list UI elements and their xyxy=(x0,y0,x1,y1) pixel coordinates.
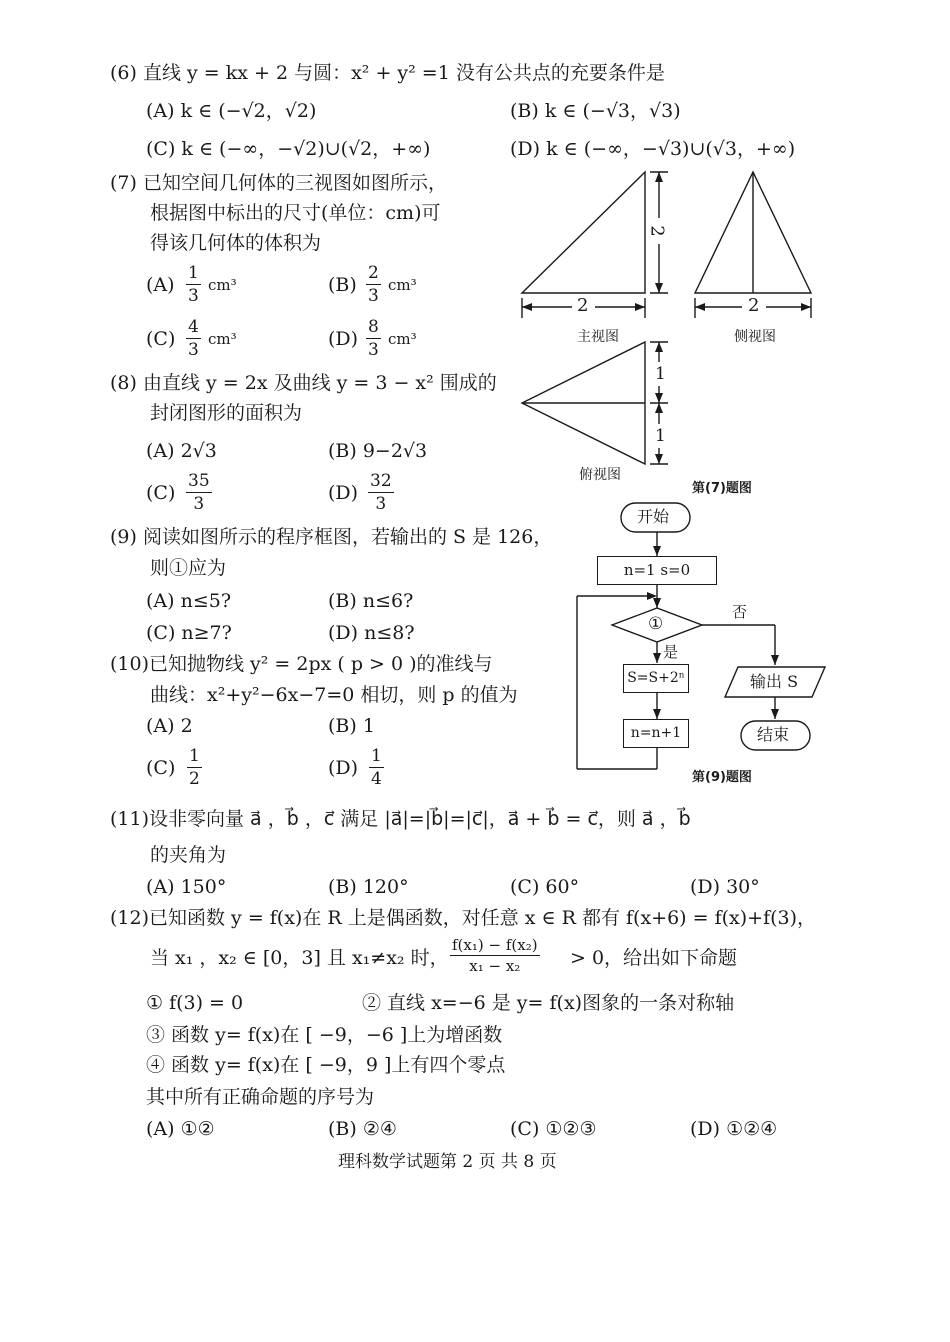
q12-option-a: (A) ①② xyxy=(146,1118,215,1140)
q12-option-d: (D) ①②④ xyxy=(690,1118,778,1140)
page-footer: 理科数学试题第 2 页 共 8 页 xyxy=(338,1152,557,1172)
figure-9-caption: 第(9)题图 xyxy=(692,770,752,785)
q12-stem-line1: (12)已知函数 y = f(x)在 R 上是偶函数，对任意 x ∈ R 都有 f(x+6) = f(x)+f(3)， xyxy=(110,907,817,929)
q7-option-b-fraction: $\frac{2}{3}$ xyxy=(368,263,379,306)
q7-stem-line2: 根据图中标出的尺寸(单位：cm)可 xyxy=(150,202,441,224)
q11-option-c: (C) 60° xyxy=(510,876,580,898)
flowchart-update-s-box: S=S+2ⁿ xyxy=(623,664,689,693)
q12-proposition-2: ② 直线 x=−6 是 y= f(x)图象的一条对称轴 xyxy=(362,992,735,1014)
q9-option-d: (D) n≤8? xyxy=(328,622,415,644)
q6-stem: (6) 直线 y = kx + 2 与圆：x² + y² =1 没有公共点的充要条件是 xyxy=(110,62,665,84)
q8-option-c-fraction: $\frac{35}{3}$ xyxy=(188,471,210,514)
q12-proposition-1: ① f(3) = 0 xyxy=(146,992,244,1014)
q6-option-b: (B) k ∈ (−√3，√3) xyxy=(510,100,681,122)
q10-option-d-label: (D) xyxy=(328,757,359,779)
q11-option-d: (D) 30° xyxy=(690,876,760,898)
flowchart-end: 结束 xyxy=(757,725,790,744)
q12-proposition-4: ④ 函数 y= f(x)在 [ −9，9 ]上有四个零点 xyxy=(146,1054,506,1076)
q7-stem-line3: 得该几何体的体积为 xyxy=(150,232,322,254)
q12-stem-line2b: > 0，给出如下命题 xyxy=(570,947,738,969)
q7-option-d-unit: cm³ xyxy=(388,330,417,348)
top-view-dim-upper: 1 xyxy=(655,364,666,384)
side-view-width-dim: 2 xyxy=(748,295,760,316)
q9-option-c: (C) n≥7? xyxy=(146,622,232,644)
q10-option-a: (A) 2 xyxy=(146,715,193,737)
q11-option-a: (A) 150° xyxy=(146,876,227,898)
flowchart-init-box: n=1 s=0 xyxy=(597,556,717,585)
q10-option-b: (B) 1 xyxy=(328,715,375,737)
q7-option-a-fraction: $\frac{1}{3}$ xyxy=(188,263,199,306)
q7-option-a-unit: cm³ xyxy=(208,276,237,294)
q7-option-c-fraction: $\frac{4}{3}$ xyxy=(188,317,199,360)
q7-option-a-label: (A) xyxy=(146,274,175,296)
q9-stem-line1: (9) 阅读如图所示的程序框图，若输出的 S 是 126， xyxy=(110,526,553,548)
q8-option-d-label: (D) xyxy=(328,482,359,504)
q8-option-d-fraction: $\frac{32}{3}$ xyxy=(370,471,392,514)
q9-option-a: (A) n≤5? xyxy=(146,590,232,612)
flowchart-condition: ① xyxy=(648,614,664,634)
front-view-height-dim: 2 xyxy=(646,225,668,237)
q12-stem-line2a: 当 x₁ ，x₂ ∈ [0，3] 且 x₁≠x₂ 时， xyxy=(150,947,449,969)
q12-difference-quotient: $\frac{\text{f(x₁) − f(x₂)}}{\text{x₁ − x₂}}$ xyxy=(452,936,538,975)
q7-stem-line1: (7) 已知空间几何体的三视图如图所示， xyxy=(110,172,447,194)
flowchart-output: 输出 S xyxy=(750,672,799,691)
q8-stem-line2: 封闭图形的面积为 xyxy=(150,402,303,424)
q8-stem-line1: (8) 由直线 y = 2x 及曲线 y = 3 − x² 围成的 xyxy=(110,372,497,394)
q10-option-c-fraction: $\frac{1}{2}$ xyxy=(189,746,200,789)
q7-option-d-fraction: $\frac{8}{3}$ xyxy=(368,317,379,360)
q12-proposition-3: ③ 函数 y= f(x)在 [ −9，−6 ]上为增函数 xyxy=(146,1024,503,1046)
flowchart-start: 开始 xyxy=(637,507,670,526)
q10-option-c-label: (C) xyxy=(146,757,176,779)
q12-option-c: (C) ①②③ xyxy=(510,1118,597,1140)
q8-option-c-label: (C) xyxy=(146,482,176,504)
q7-option-c-unit: cm³ xyxy=(208,330,237,348)
q7-option-d-label: (D) xyxy=(328,328,359,350)
q8-option-a: (A) 2√3 xyxy=(146,440,217,462)
flowchart-yes-label: 是 xyxy=(663,643,679,661)
q6-option-d: (D) k ∈ (−∞，−√3)∪(√3，+∞) xyxy=(510,138,796,160)
q6-option-c: (C) k ∈ (−∞，−√2)∪(√2，+∞) xyxy=(146,138,431,160)
front-view-label: 主视图 xyxy=(577,329,619,345)
q7-option-b-unit: cm³ xyxy=(388,276,417,294)
q9-option-b: (B) n≤6? xyxy=(328,590,414,612)
q8-option-b: (B) 9−2√3 xyxy=(328,440,428,462)
top-view-dim-lower: 1 xyxy=(655,426,666,446)
q9-stem-line2: 则①应为 xyxy=(150,557,227,579)
q11-stem-line1: (11)设非零向量 a⃗ ，b⃗ ，c⃗ 满足 |a⃗|=|b⃗|=|c⃗|，a⃗ + b⃗ = c⃗，则 a⃗ ，b⃗ xyxy=(110,808,691,830)
q12-option-b: (B) ②④ xyxy=(328,1118,397,1140)
figure-7-caption: 第(7)题图 xyxy=(692,481,752,496)
front-view-width-dim: 2 xyxy=(577,295,589,316)
q12-stem-line3: 其中所有正确命题的序号为 xyxy=(146,1086,375,1108)
flowchart-no-label: 否 xyxy=(732,603,748,621)
q10-option-d-fraction: $\frac{1}{4}$ xyxy=(371,746,382,789)
q11-stem-line2: 的夹角为 xyxy=(150,844,227,866)
q6-option-a: (A) k ∈ (−√2，√2) xyxy=(146,100,317,122)
q7-option-c-label: (C) xyxy=(146,328,176,350)
q10-stem-line1: (10)已知抛物线 y² = 2px ( p > 0 )的准线与 xyxy=(110,653,493,675)
side-view-label: 侧视图 xyxy=(734,329,776,345)
flowchart-update-n-box: n=n+1 xyxy=(623,719,689,748)
top-view-label: 俯视图 xyxy=(579,467,621,483)
q10-stem-line2: 曲线：x²+y²−6x−7=0 相切，则 p 的值为 xyxy=(150,684,518,706)
q7-option-b-label: (B) xyxy=(328,274,357,296)
q11-option-b: (B) 120° xyxy=(328,876,409,898)
